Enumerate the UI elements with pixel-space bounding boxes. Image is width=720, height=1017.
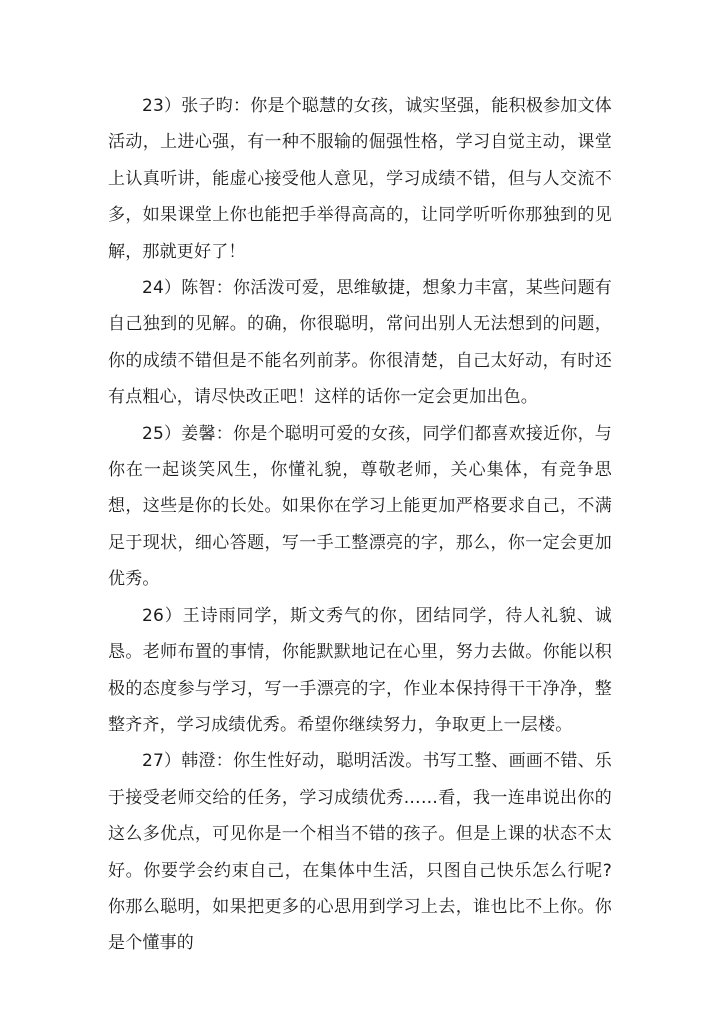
document-body: [108, 88, 612, 962]
comment-paragraph-24: 24）陈智：你活泼可爱，思维敏捷，想象力丰富，某些问题有自己独到的见解。的确，你很聪明，常问出别人无法想到的问题，你的成绩不错但是不能名列前茅。你很清楚，自己太好动，有时还有点粗心，请尽快改正吧！这样的话你一定会更加出色。: [108, 278, 612, 408]
comment-paragraph-25: 25）姜馨：你是个聪明可爱的女孩，同学们都喜欢接近你，与你在一起谈笑风生，你懂礼貌，尊敬老师，关心集体，有竞争思想，这些是你的长处。如果你在学习上能更加严格要求自己，不满足于现状，细心答题，写一手工整漂亮的字，那么，你一定会更加优秀。: [108, 423, 612, 590]
comment-paragraph-27: 27）韩澄：你生性好动，聪明活泼。书写工整、画画不错、乐于接受老师交给的任务，学习成绩优秀……看，我一连串说出你的这么多优点，可见你是一个相当不错的孩子。但是上课的状态不太好。你要学会约束自己，在集体中生活，只图自己快乐怎么行呢?你那么聪明，如果把更多的心思用到学习上去，谁也比不上你。你是个懂事的: [108, 751, 612, 954]
comment-paragraph-26: 26）王诗雨同学，斯文秀气的你，团结同学，待人礼貌、诚恳。老师布置的事情，你能默默地记在心里，努力去做。你能以积极的态度参与学习，写一手漂亮的字，作业本保持得干干净净，整整齐齐，学习成绩优秀。希望你继续努力，争取更上一层楼。: [108, 605, 612, 735]
comment-paragraph-23: 23）张子昀：你是个聪慧的女孩，诚实坚强，能积极参加文体活动，上进心强，有一种不服输的倔强性格，学习自觉主动，课堂上认真听讲，能虚心接受他人意见，学习成绩不错，但与人交流不多，如果课堂上你也能把手举得高高的，让同学听听你那独到的见解，那就更好了！: [108, 96, 612, 262]
